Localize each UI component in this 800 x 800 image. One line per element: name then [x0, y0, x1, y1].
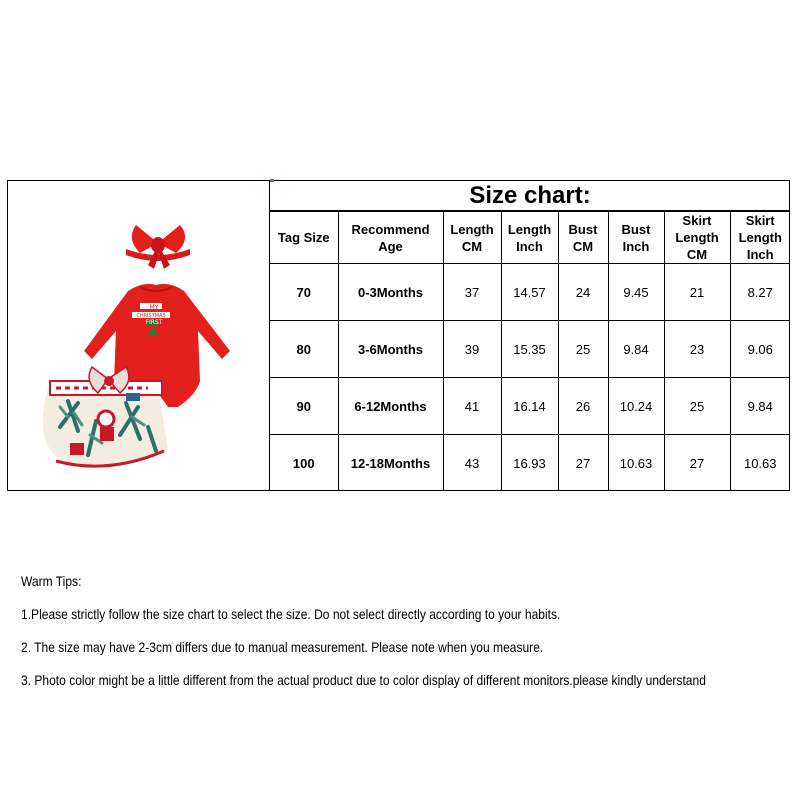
cell-age: 0-3Months — [338, 264, 443, 321]
cell-skirt-length-cm: 23 — [664, 321, 730, 378]
print-text-my: MY — [149, 304, 159, 311]
cell-age: 6-12Months — [338, 378, 443, 435]
cell-skirt-length-cm: 27 — [664, 435, 730, 492]
cell-length-cm: 41 — [443, 378, 501, 435]
header-tag-size: Tag Size — [270, 212, 338, 264]
cell-skirt-length-inch: 9.84 — [730, 378, 790, 435]
cell-tag-size: 90 — [270, 378, 338, 435]
cell-skirt-length-cm: 25 — [664, 378, 730, 435]
tutu-skirt — [43, 367, 168, 466]
header-bust-inch: Bust Inch — [608, 212, 664, 264]
table-row — [270, 435, 790, 492]
table-header-row — [270, 212, 790, 264]
cell-bust-inch: 9.45 — [608, 264, 664, 321]
cell-tag-size: 70 — [270, 264, 338, 321]
header-bust-cm: Bust CM — [558, 212, 608, 264]
product-photo — [8, 181, 270, 490]
cell-length-cm: 37 — [443, 264, 501, 321]
cell-bust-inch: 10.24 — [608, 378, 664, 435]
header-skirt-length-inch: Skirt Length Inch — [730, 212, 790, 264]
cell-tag-size: 80 — [270, 321, 338, 378]
cell-length-inch: 15.35 — [501, 321, 558, 378]
cell-bust-cm: 26 — [558, 378, 608, 435]
cell-bust-cm: 24 — [558, 264, 608, 321]
cell-length-inch: 16.93 — [501, 435, 558, 492]
cell-age: 3-6Months — [338, 321, 443, 378]
cell-bust-cm: 27 — [558, 435, 608, 492]
outfit-illustration — [8, 181, 269, 490]
header-length-inch: Length Inch — [501, 212, 558, 264]
cell-bust-inch: 9.84 — [608, 321, 664, 378]
table-row — [270, 264, 790, 321]
cell-bust-cm: 25 — [558, 321, 608, 378]
cell-length-inch: 14.57 — [501, 264, 558, 321]
header-skirt-length-cm: Skirt Length CM — [664, 212, 730, 264]
tips-heading: Warm Tips: — [21, 573, 82, 589]
cell-age: 12-18Months — [338, 435, 443, 492]
header-recommend-age: Recommend Age — [338, 212, 443, 264]
size-chart-frame — [7, 180, 790, 491]
cell-length-cm: 39 — [443, 321, 501, 378]
print-text-christmas: CHRISTMAS — [136, 313, 166, 319]
cell-length-cm: 43 — [443, 435, 501, 492]
table-row — [270, 378, 790, 435]
headband-bow — [126, 225, 190, 269]
cell-tag-size: 100 — [270, 435, 338, 492]
chart-title: Size chart: — [270, 181, 790, 211]
size-table — [270, 211, 790, 491]
cell-skirt-length-inch: 10.63 — [730, 435, 790, 492]
tip-item-3: 3. Photo color might be a little different from the actual product due to color display of different monitors.please kindly understand — [21, 672, 706, 688]
tip-item-2: 2. The size may have 2-3cm differs due to manual measurement. Please note when you measure. — [21, 639, 544, 655]
print-text-first: FIRST — [145, 319, 163, 326]
tip-item-1: 1.Please strictly follow the size chart to select the size. Do not select directly according to your habits. — [21, 606, 561, 622]
header-length-cm: Length CM — [443, 212, 501, 264]
table-row — [270, 321, 790, 378]
cell-skirt-length-cm: 21 — [664, 264, 730, 321]
cell-bust-inch: 10.63 — [608, 435, 664, 492]
cell-skirt-length-inch: 8.27 — [730, 264, 790, 321]
size-chart — [270, 181, 790, 490]
cell-length-inch: 16.14 — [501, 378, 558, 435]
warm-tips — [21, 571, 800, 690]
cell-skirt-length-inch: 9.06 — [730, 321, 790, 378]
